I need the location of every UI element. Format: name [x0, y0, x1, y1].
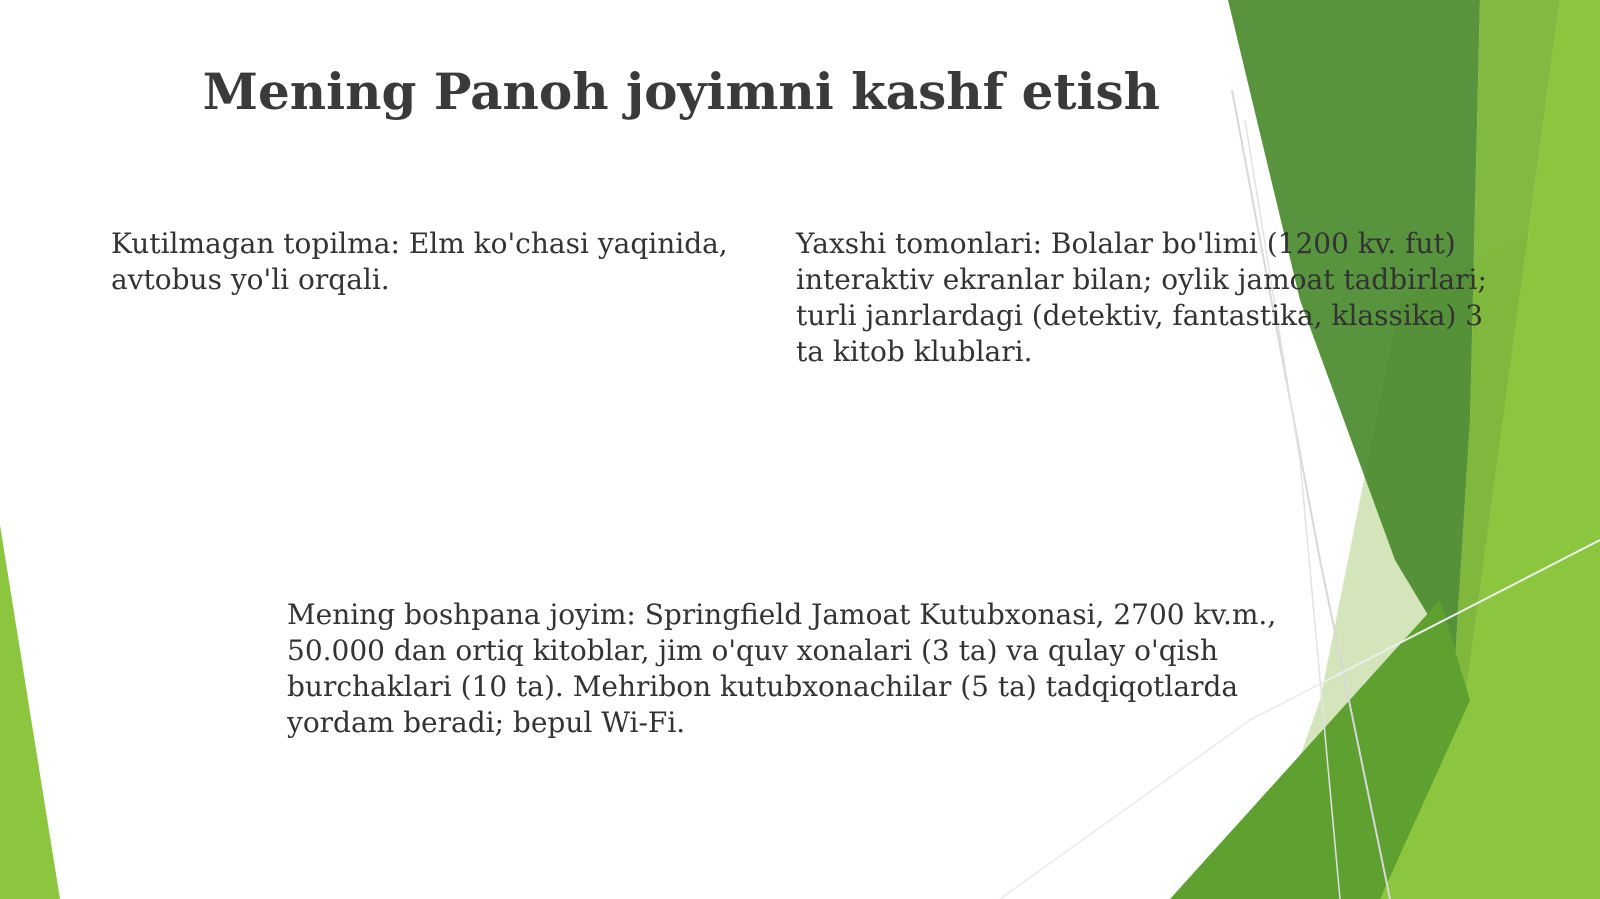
discovery-text: Kutilmagan topilma: Elm ko'chasi yaqinida, avtobus yo'li orqali.: [111, 227, 728, 296]
refuge-text: Mening boshpana joyim: Springfield Jamoat Kutubxonasi, 2700 kv.m., 50.000 dan ortiq kitoblar, jim o'quv xonalari (3 ta) va qulay o'qish burchaklari (10 ta). Mehribon kutubxonachilar (5 ta) tadqiqotlarda yordam beradi; bepul Wi-Fi.: [287, 598, 1277, 739]
advantages-text: Yaxshi tomonlari: Bolalar bo'limi (1200 kv. fut) interaktiv ekranlar bilan; oylik jamoat tadbirlari; turli janrlardagi (detektiv, fantastika, klassika) 3 ta kitob klublari.: [796, 227, 1487, 368]
left-green-strip: [0, 525, 60, 899]
slide-title: Mening Panoh joyimni kashf etish: [202, 62, 1160, 121]
